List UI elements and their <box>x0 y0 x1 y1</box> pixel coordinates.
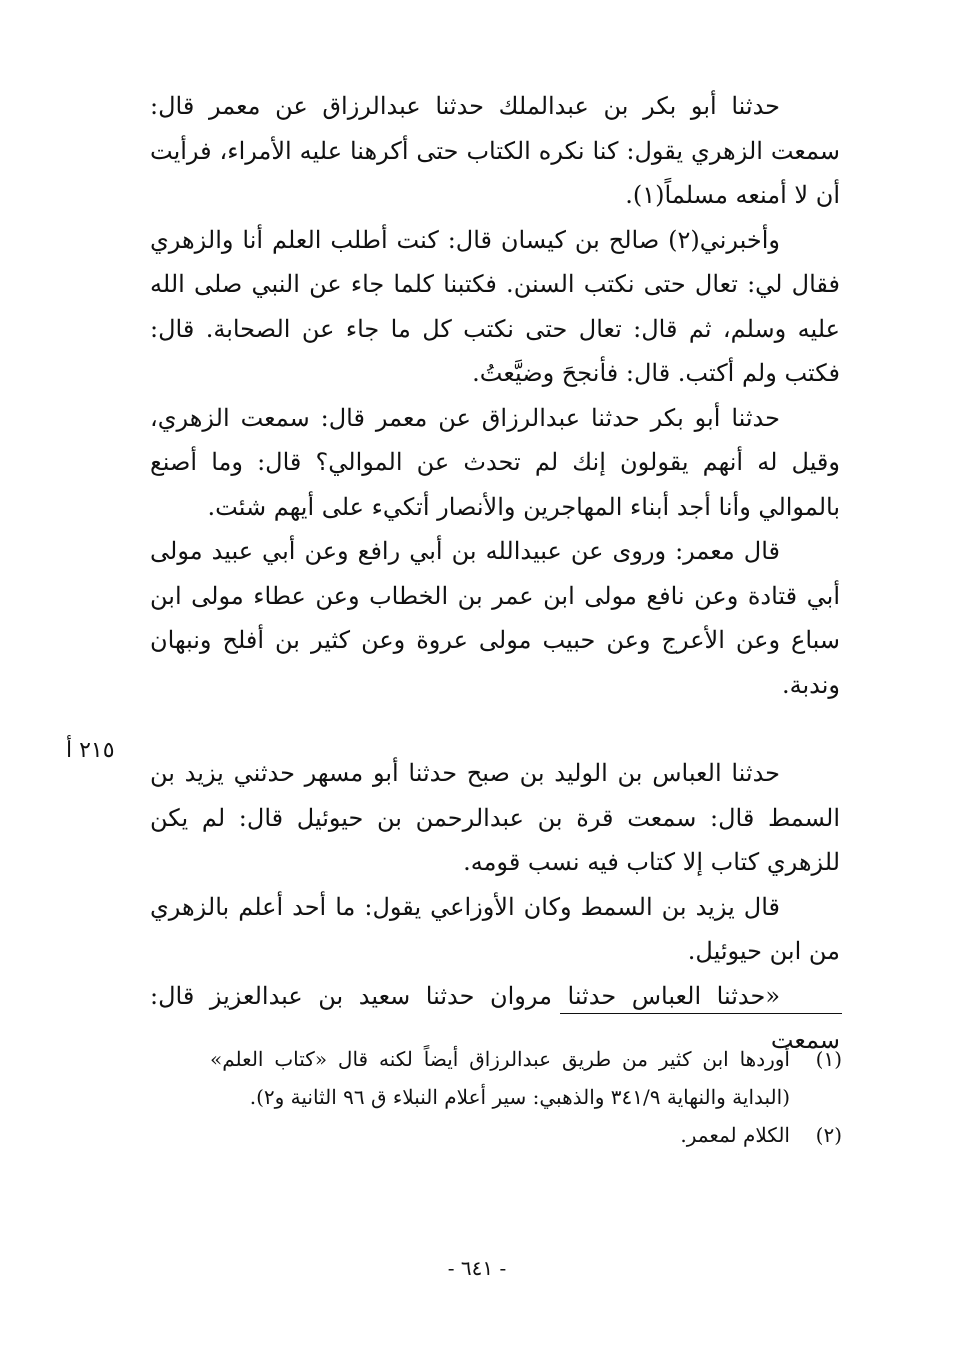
footnote-1 <box>210 1040 842 1116</box>
paragraph-7: «حدثنا العباس حدثنا مروان حدثنا سعيد بن عبدالعزيز قال: سمعت <box>150 981 840 1054</box>
paragraph-6: قال يزيد بن السمط وكان الأوزاعي يقول: ما أحد أعلم بالزهري من ابن حيوئيل. <box>150 892 840 965</box>
footnote-text: أوردها ابن كثير من طريق عبدالرزاق أيضاً لكنه قال «كتاب العلم» (البداية والنهاية ٣٤١/٩ والذهبي: سير أعلام النبلاء ق ٩٦ الثانية و٢). <box>210 1047 790 1109</box>
main-text <box>150 84 840 1063</box>
footnotes <box>210 1040 842 1154</box>
footnote-separator <box>560 1013 842 1014</box>
paragraph-1: حدثنا أبو بكر بن عبدالملك حدثنا عبدالرزاق عن معمر قال: سمعت الزهري يقول: كنا نكره الكتاب حتى أكرهنا عليه الأمراء، فرأيت أن لا أمنعه مسلماً(١). <box>150 92 840 209</box>
footnote-2 <box>210 1116 842 1154</box>
paragraph-4: قال معمر: وروى عن عبيدالله بن أبي رافع وعن أبي عبيد مولى أبي قتادة وعن نافع مولى ابن عمر بن الخطاب وعن عطاء مولى ابن سباع وعن الأعرج وعن حبيب مولى عروة وعن كثير بن أفلح ونبهان وندبة. <box>150 537 840 699</box>
manuscript-folio-note: ٢١٥ أ <box>66 738 115 763</box>
paragraph-3: حدثنا أبو بكر حدثنا عبدالرزاق عن معمر قال: سمعت الزهري، وقيل له أنهم يقولون إنك لم تحدث عن الموالي؟ قال: وما أصنع بالموالي وأنا أجد أبناء المهاجرين والأنصار أتكيء على أيهم شئت. <box>150 403 840 521</box>
footnote-number: (٢) <box>815 1123 842 1147</box>
footnote-text: الكلام لمعمر. <box>680 1123 790 1147</box>
paragraph-5: حدثنا العباس بن الوليد بن صبح حدثنا أبو مسهر حدثني يزيد بن السمط قال: سمعت قرة بن عبدالرحمن بن حيوئيل قال: لم يكن للزهري كتاب إلا كتاب فيه نسب قومه. <box>150 759 840 876</box>
paragraph-2: وأخبرني(٢) صالح بن كيسان قال: كنت أطلب العلم أنا والزهري فقال لي: تعال حتى نكتب السنن. فكتبنا كلما جاء عن النبي صلى الله عليه وسلم، ثم قال: تعال حتى نكتب كل ما جاء عن الصحابة. قال: فكتب ولم أكتب. قال: فأنجحَ وضيَّعتُ. <box>150 225 840 387</box>
page-number: - ٦٤١ - <box>447 1256 507 1280</box>
footnote-number: (١) <box>815 1047 842 1071</box>
